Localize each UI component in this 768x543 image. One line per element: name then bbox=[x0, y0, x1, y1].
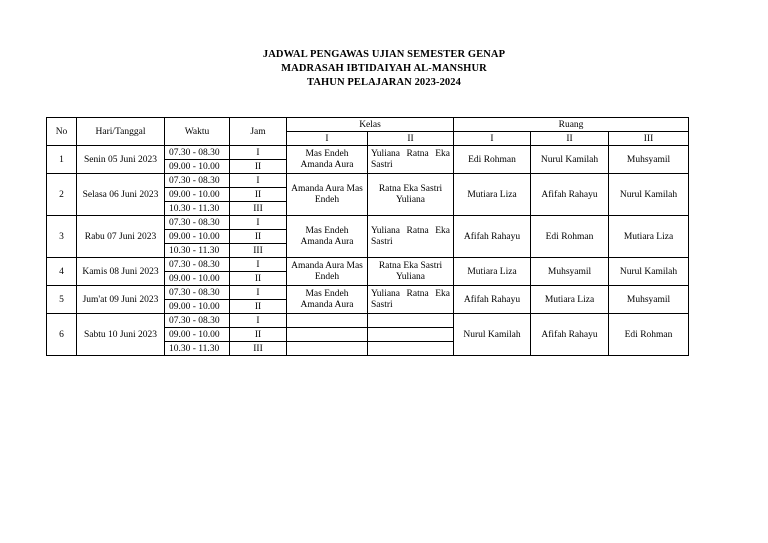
row-waktu: 07.30 - 08.30 bbox=[165, 174, 230, 188]
row-waktu: 07.30 - 08.30 bbox=[165, 286, 230, 300]
row-ruang-1: Mutiara Liza bbox=[454, 258, 531, 286]
row-kelas-1: Amanda Aura Mas Endeh bbox=[287, 258, 368, 286]
row-no: 4 bbox=[47, 258, 77, 286]
row-ruang-3: Mutiara Liza bbox=[609, 216, 689, 258]
row-kelas-2: Ratna Eka Sastri Yuliana bbox=[368, 174, 454, 216]
header-no: No bbox=[47, 118, 77, 146]
row-jam: III bbox=[230, 244, 287, 258]
row-ruang-3: Nurul Kamilah bbox=[609, 174, 689, 216]
row-waktu: 07.30 - 08.30 bbox=[165, 258, 230, 272]
row-ruang-1: Edi Rohman bbox=[454, 146, 531, 174]
row-kelas-1 bbox=[287, 314, 368, 328]
header-kelas-1: I bbox=[287, 132, 368, 146]
row-jam: I bbox=[230, 286, 287, 300]
header-ruang-1: I bbox=[454, 132, 531, 146]
row-ruang-2: Afifah Rahayu bbox=[531, 174, 609, 216]
row-ruang-1: Afifah Rahayu bbox=[454, 216, 531, 258]
row-ruang-3: Nurul Kamilah bbox=[609, 258, 689, 286]
row-kelas-1: Amanda Aura Mas Endeh bbox=[287, 174, 368, 216]
row-ruang-1: Mutiara Liza bbox=[454, 174, 531, 216]
row-ruang-2: Afifah Rahayu bbox=[531, 314, 609, 356]
header-hari: Hari/Tanggal bbox=[77, 118, 165, 146]
row-kelas-1: Mas Endeh Amanda Aura bbox=[287, 286, 368, 314]
table-row bbox=[47, 216, 689, 230]
row-ruang-1: Nurul Kamilah bbox=[454, 314, 531, 356]
row-hari: Sabtu 10 Juni 2023 bbox=[77, 314, 165, 356]
row-waktu: 07.30 - 08.30 bbox=[165, 216, 230, 230]
row-waktu: 10.30 - 11.30 bbox=[165, 244, 230, 258]
row-waktu: 10.30 - 11.30 bbox=[165, 342, 230, 356]
row-ruang-1: Afifah Rahayu bbox=[454, 286, 531, 314]
row-jam: III bbox=[230, 202, 287, 216]
row-kelas-1: Mas Endeh Amanda Aura bbox=[287, 216, 368, 258]
row-hari: Senin 05 Juni 2023 bbox=[77, 146, 165, 174]
row-waktu: 07.30 - 08.30 bbox=[165, 314, 230, 328]
row-jam: I bbox=[230, 174, 287, 188]
row-waktu: 09.00 - 10.00 bbox=[165, 188, 230, 202]
table-row bbox=[47, 314, 689, 328]
row-jam: I bbox=[230, 216, 287, 230]
row-waktu: 10.30 - 11.30 bbox=[165, 202, 230, 216]
header-jam: Jam bbox=[230, 118, 287, 146]
row-ruang-2: Muhsyamil bbox=[531, 258, 609, 286]
row-hari: Rabu 07 Juni 2023 bbox=[77, 216, 165, 258]
table-row bbox=[47, 286, 689, 300]
row-jam: III bbox=[230, 342, 287, 356]
empty-cell bbox=[287, 342, 368, 356]
header-ruang: Ruang bbox=[454, 118, 689, 132]
row-kelas-2: Yuliana Ratna Eka Sastri bbox=[368, 286, 454, 314]
row-waktu: 09.00 - 10.00 bbox=[165, 328, 230, 342]
row-kelas-2: Yuliana Ratna Eka Sastri bbox=[368, 216, 454, 258]
row-jam: I bbox=[230, 314, 287, 328]
header-ruang-2: II bbox=[531, 132, 609, 146]
row-kelas-1: Mas Endeh Amanda Aura bbox=[287, 146, 368, 174]
title-line-1: JADWAL PENGAWAS UJIAN SEMESTER GENAP bbox=[262, 49, 506, 60]
header-kelas: Kelas bbox=[287, 118, 454, 132]
header-kelas-2: II bbox=[368, 132, 454, 146]
row-jam: II bbox=[230, 328, 287, 342]
row-jam: II bbox=[230, 272, 287, 286]
row-waktu: 07.30 - 08.30 bbox=[165, 146, 230, 160]
row-ruang-3: Muhsyamil bbox=[609, 146, 689, 174]
row-jam: I bbox=[230, 146, 287, 160]
schedule-table bbox=[46, 117, 689, 356]
row-waktu: 09.00 - 10.00 bbox=[165, 230, 230, 244]
document-title bbox=[0, 48, 768, 90]
row-kelas-2 bbox=[368, 314, 454, 328]
row-hari: Jum'at 09 Juni 2023 bbox=[77, 286, 165, 314]
row-waktu: 09.00 - 10.00 bbox=[165, 300, 230, 314]
row-ruang-2: Nurul Kamilah bbox=[531, 146, 609, 174]
row-jam: II bbox=[230, 160, 287, 174]
row-jam: II bbox=[230, 300, 287, 314]
row-no: 3 bbox=[47, 216, 77, 258]
row-ruang-2: Edi Rohman bbox=[531, 216, 609, 258]
row-kelas-2: Yuliana Ratna Eka Sastri bbox=[368, 146, 454, 174]
row-hari: Selasa 06 Juni 2023 bbox=[77, 174, 165, 216]
header-waktu: Waktu bbox=[165, 118, 230, 146]
empty-cell bbox=[368, 342, 454, 356]
row-no: 5 bbox=[47, 286, 77, 314]
title-line-3: TAHUN PELAJARAN 2023-2024 bbox=[307, 77, 461, 88]
row-ruang-3: Edi Rohman bbox=[609, 314, 689, 356]
title-line-2: MADRASAH IBTIDAIYAH AL-MANSHUR bbox=[281, 63, 487, 74]
row-ruang-3: Muhsyamil bbox=[609, 286, 689, 314]
row-no: 2 bbox=[47, 174, 77, 216]
row-no: 6 bbox=[47, 314, 77, 356]
empty-cell bbox=[287, 328, 368, 342]
row-hari: Kamis 08 Juni 2023 bbox=[77, 258, 165, 286]
row-no: 1 bbox=[47, 146, 77, 174]
table-row bbox=[47, 146, 689, 160]
row-jam: I bbox=[230, 258, 287, 272]
row-kelas-2: Ratna Eka Sastri Yuliana bbox=[368, 258, 454, 286]
row-ruang-2: Mutiara Liza bbox=[531, 286, 609, 314]
table-row bbox=[47, 258, 689, 272]
row-waktu: 09.00 - 10.00 bbox=[165, 160, 230, 174]
row-waktu: 09.00 - 10.00 bbox=[165, 272, 230, 286]
empty-cell bbox=[368, 328, 454, 342]
row-jam: II bbox=[230, 230, 287, 244]
row-jam: II bbox=[230, 188, 287, 202]
header-ruang-3: III bbox=[609, 132, 689, 146]
table-row bbox=[47, 174, 689, 188]
